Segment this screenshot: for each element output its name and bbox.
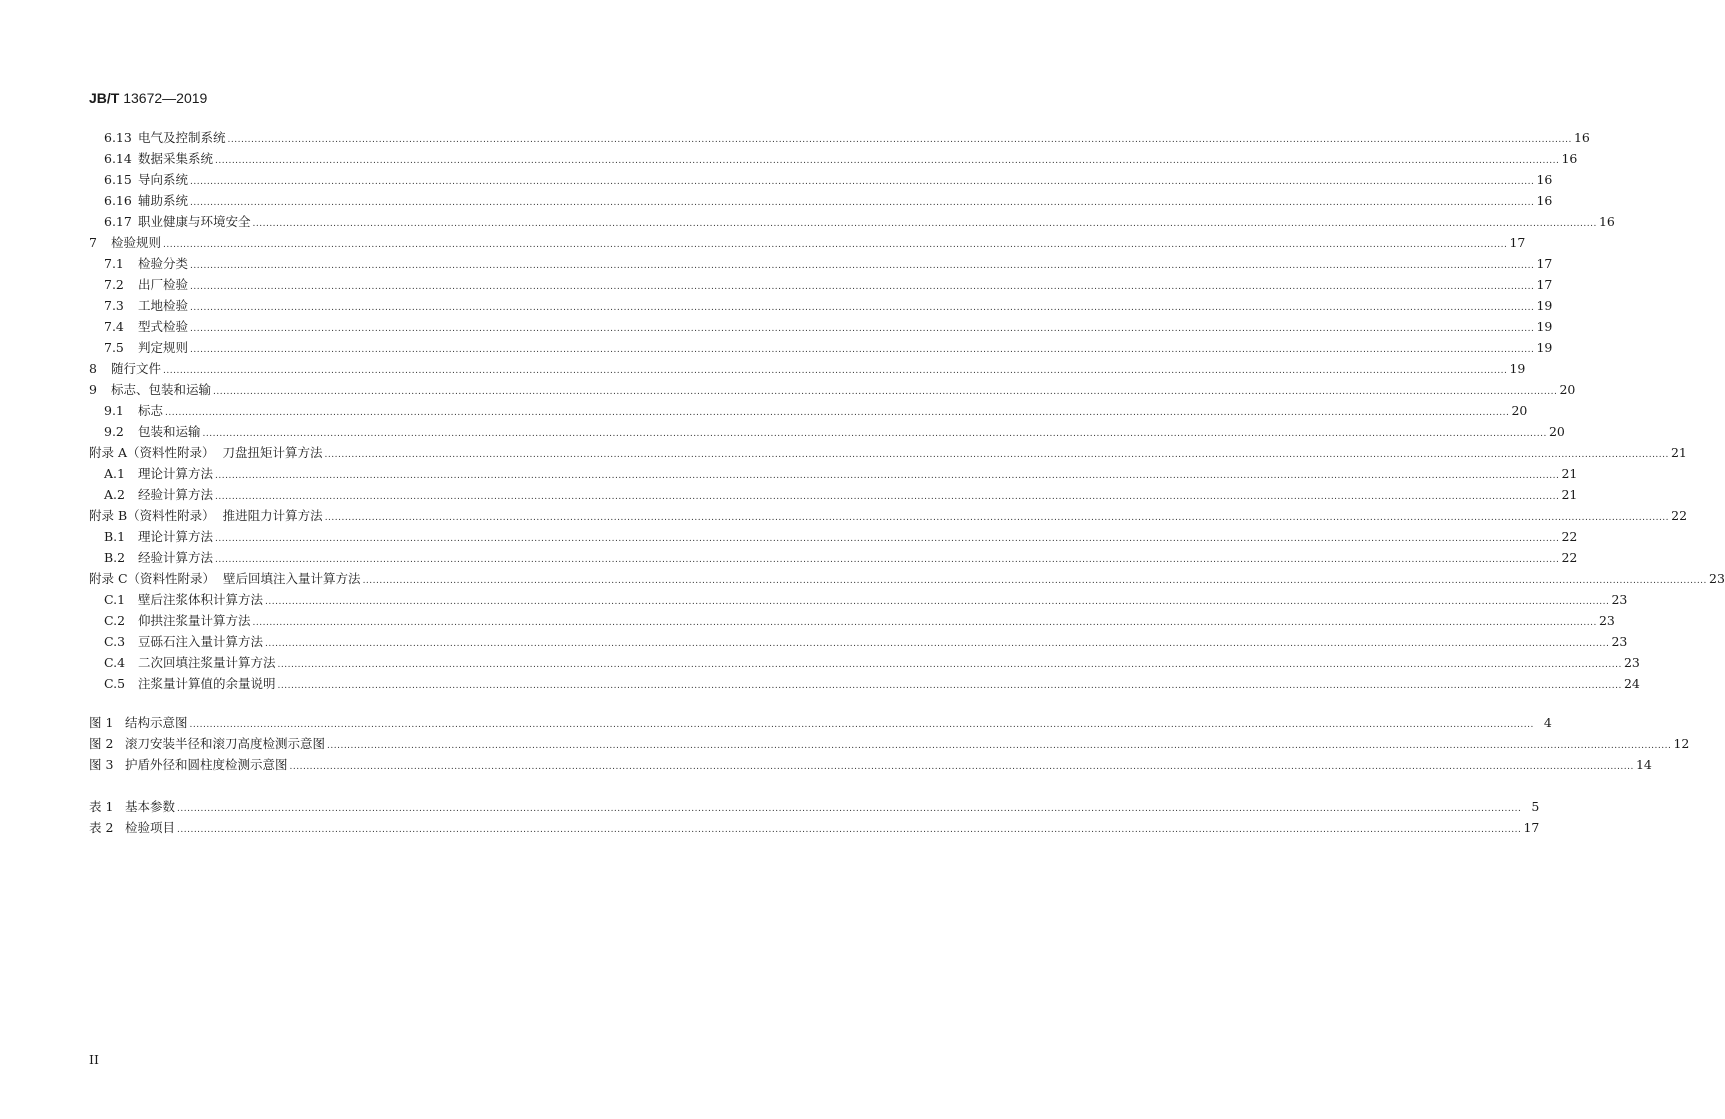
toc-entry-title: 豆砾石注入量计算方法 — [138, 634, 264, 649]
toc-section-entry[interactable] — [104, 464, 1578, 484]
dot-leader: ................................................................................................................................................................................................................................................................................................................................................................................................................ — [215, 492, 1560, 502]
toc-entry-page: 16 — [1598, 214, 1615, 229]
toc-entry-page: 22 — [1671, 508, 1688, 523]
toc-section-entry[interactable] — [104, 191, 1553, 211]
dot-leader: ................................................................................................................................................................................................................................................................................................................................................................................................................ — [177, 825, 1522, 835]
dot-leader: ................................................................................................................................................................................................................................................................................................................................................................................................................ — [265, 597, 1610, 607]
toc-entry-title: 导向系统 — [138, 172, 189, 187]
standard-code-number: 13672—2019 — [123, 90, 208, 106]
toc-entry-title: 判定规则 — [138, 340, 189, 355]
toc-entry-number: 6.14 — [104, 151, 132, 166]
toc-section-entry[interactable] — [104, 128, 1590, 148]
toc-entry-page: 14 — [1635, 757, 1652, 772]
toc-entry-page: 19 — [1536, 340, 1553, 355]
dot-leader: ................................................................................................................................................................................................................................................................................................................................................................................................................ — [202, 429, 1547, 439]
toc-entry-title: 检验项目 — [125, 820, 176, 835]
toc-entry-page: 12 — [1673, 736, 1690, 751]
toc-entry-title: 推进阻力计算方法 — [222, 508, 323, 523]
dot-leader: ................................................................................................................................................................................................................................................................................................................................................................................................................ — [190, 177, 1535, 187]
toc-entry-title: 电气及控制系统 — [138, 130, 226, 145]
toc-entry-title: 刀盘扭矩计算方法 — [222, 445, 323, 460]
toc-entry-title: 型式检验 — [138, 319, 189, 334]
dot-leader: ................................................................................................................................................................................................................................................................................................................................................................................................................ — [163, 366, 1508, 376]
toc-appendix-entry[interactable] — [89, 443, 1687, 463]
toc-entry-number: C.4 — [104, 655, 126, 670]
toc-entry-number: 表 2 — [89, 820, 114, 835]
toc-section-entry[interactable] — [104, 632, 1628, 652]
toc-entry-number: 6.15 — [104, 172, 132, 187]
toc-section-entry[interactable] — [104, 338, 1553, 358]
dot-leader: ................................................................................................................................................................................................................................................................................................................................................................................................................ — [327, 741, 1672, 751]
toc-entry-number: B.2 — [104, 550, 126, 565]
toc-entry-page: 20 — [1559, 382, 1576, 397]
toc-entry-page: 16 — [1561, 151, 1578, 166]
dot-leader: ................................................................................................................................................................................................................................................................................................................................................................................................................ — [177, 804, 1522, 814]
dot-leader: ................................................................................................................................................................................................................................................................................................................................................................................................................ — [252, 618, 1597, 628]
figure-list-entry[interactable] — [89, 713, 1552, 733]
dot-leader: ................................................................................................................................................................................................................................................................................................................................................................................................................ — [213, 387, 1558, 397]
dot-leader: ................................................................................................................................................................................................................................................................................................................................................................................................................ — [215, 534, 1560, 544]
toc-entry-page: 17 — [1523, 820, 1540, 835]
dot-leader: ................................................................................................................................................................................................................................................................................................................................................................................................................ — [190, 324, 1535, 334]
toc-section-entry[interactable] — [104, 170, 1553, 190]
toc-entry-title: 经验计算方法 — [138, 487, 214, 502]
toc-chapter-entry[interactable] — [89, 380, 1576, 400]
toc-entry-title: 包装和运输 — [138, 424, 201, 439]
toc-entry-number: 7.4 — [104, 319, 124, 334]
toc-section-entry[interactable] — [104, 590, 1628, 610]
toc-entry-title: 注浆量计算值的余量说明 — [138, 676, 276, 691]
toc-entry-page: 24 — [1623, 676, 1640, 691]
toc-entry-number: 7 — [89, 235, 97, 250]
toc-entry-number: 6.13 — [104, 130, 132, 145]
toc-entry-number: 6.17 — [104, 214, 132, 229]
toc-entry-number: 6.16 — [104, 193, 132, 208]
toc-entry-page: 4 — [1543, 715, 1552, 730]
toc-section-entry[interactable] — [104, 212, 1615, 232]
toc-entry-title: 理论计算方法 — [138, 529, 214, 544]
dot-leader: ................................................................................................................................................................................................................................................................................................................................................................................................................ — [165, 408, 1510, 418]
toc-entry-number: C.2 — [104, 613, 126, 628]
dot-leader: ................................................................................................................................................................................................................................................................................................................................................................................................................ — [190, 345, 1535, 355]
toc-entry-page: 20 — [1548, 424, 1565, 439]
toc-section-entry[interactable] — [104, 422, 1565, 442]
toc-section-entry[interactable] — [104, 275, 1553, 295]
toc-entry-page: 21 — [1561, 487, 1578, 502]
toc-entry-title: 检验分类 — [138, 256, 189, 271]
toc-entry-number: A.2 — [104, 487, 125, 502]
toc-entry-title: 职业健康与环境安全 — [138, 214, 251, 229]
toc-entry-number: 7.2 — [104, 277, 124, 292]
toc-entry-title: 基本参数 — [125, 799, 176, 814]
toc-entry-number: 8 — [89, 361, 97, 376]
toc-entry-page: 21 — [1670, 445, 1687, 460]
toc-entry-title: 标志 — [138, 403, 164, 418]
toc-entry-page: 5 — [1531, 799, 1540, 814]
toc-entry-page: 17 — [1536, 277, 1553, 292]
toc-entry-number: C.5 — [104, 676, 126, 691]
toc-entry-title: 理论计算方法 — [138, 466, 214, 481]
toc-entry-page: 16 — [1573, 130, 1590, 145]
toc-entry-number: 附录 B（资料性附录） — [89, 508, 215, 523]
dot-leader: ................................................................................................................................................................................................................................................................................................................................................................................................................ — [362, 576, 1707, 586]
toc-entry-number: C.1 — [104, 592, 126, 607]
dot-leader: ................................................................................................................................................................................................................................................................................................................................................................................................................ — [227, 135, 1572, 145]
dot-leader: ................................................................................................................................................................................................................................................................................................................................................................................................................ — [189, 720, 1534, 730]
dot-leader: ................................................................................................................................................................................................................................................................................................................................................................................................................ — [163, 240, 1508, 250]
toc-section-entry[interactable] — [104, 401, 1528, 421]
toc-entry-title: 出厂检验 — [138, 277, 189, 292]
toc-section-entry[interactable] — [104, 548, 1578, 568]
toc-entry-title: 标志、包装和运输 — [111, 382, 212, 397]
toc-entry-title: 护盾外径和圆柱度检测示意图 — [125, 757, 288, 772]
toc-section-entry[interactable] — [104, 485, 1578, 505]
dot-leader: ................................................................................................................................................................................................................................................................................................................................................................................................................ — [252, 219, 1597, 229]
toc-entry-page: 17 — [1509, 235, 1526, 250]
toc-entry-page: 22 — [1561, 529, 1578, 544]
toc-entry-page: 20 — [1511, 403, 1528, 418]
toc-entry-number: C.3 — [104, 634, 126, 649]
standard-code-prefix: JB/T — [89, 90, 120, 106]
dot-leader: ................................................................................................................................................................................................................................................................................................................................................................................................................ — [324, 450, 1669, 460]
toc-section-entry[interactable] — [104, 674, 1640, 694]
toc-appendix-entry[interactable] — [89, 569, 1725, 589]
toc-entry-page: 22 — [1561, 550, 1578, 565]
toc-entry-number: 图 1 — [89, 715, 114, 730]
dot-leader: ................................................................................................................................................................................................................................................................................................................................................................................................................ — [277, 660, 1622, 670]
dot-leader: ................................................................................................................................................................................................................................................................................................................................................................................................................ — [289, 762, 1634, 772]
toc-entry-page: 23 — [1709, 571, 1725, 586]
toc-entry-number: A.1 — [104, 466, 125, 481]
toc-entry-page: 23 — [1623, 655, 1640, 670]
toc-entry-number: 9.2 — [104, 424, 124, 439]
standard-code — [89, 90, 207, 106]
toc-section-entry[interactable] — [104, 317, 1553, 337]
toc-entry-title: 壁后注浆体积计算方法 — [138, 592, 264, 607]
toc-entry-page: 19 — [1509, 361, 1526, 376]
dot-leader: ................................................................................................................................................................................................................................................................................................................................................................................................................ — [190, 198, 1535, 208]
toc-section-entry[interactable] — [104, 653, 1640, 673]
toc-entry-number: 附录 C（资料性附录） — [89, 571, 216, 586]
toc-entry-title: 数据采集系统 — [138, 151, 214, 166]
toc-section-entry[interactable] — [104, 254, 1553, 274]
toc-appendix-entry[interactable] — [89, 506, 1688, 526]
toc-section-entry[interactable] — [104, 296, 1553, 316]
toc-entry-title: 随行文件 — [111, 361, 162, 376]
toc-entry-number: 9.1 — [104, 403, 124, 418]
toc-chapter-entry[interactable] — [89, 233, 1526, 253]
toc-entry-title: 经验计算方法 — [138, 550, 214, 565]
toc-entry-title: 二次回填注浆量计算方法 — [138, 655, 276, 670]
toc-entry-page: 23 — [1611, 592, 1628, 607]
toc-entry-page: 16 — [1536, 172, 1553, 187]
toc-entry-page: 23 — [1611, 634, 1628, 649]
dot-leader: ................................................................................................................................................................................................................................................................................................................................................................................................................ — [215, 156, 1560, 166]
toc-entry-title: 检验规则 — [111, 235, 162, 250]
dot-leader: ................................................................................................................................................................................................................................................................................................................................................................................................................ — [265, 639, 1610, 649]
toc-section-entry[interactable] — [104, 611, 1615, 631]
toc-section-entry[interactable] — [104, 149, 1578, 169]
toc-entry-number: 表 1 — [89, 799, 114, 814]
toc-chapter-entry[interactable] — [89, 359, 1526, 379]
figure-list-entry[interactable] — [89, 734, 1690, 754]
toc-entry-page: 19 — [1536, 319, 1553, 334]
toc-entry-number: 图 2 — [89, 736, 114, 751]
dot-leader: ................................................................................................................................................................................................................................................................................................................................................................................................................ — [324, 513, 1670, 523]
dot-leader: ................................................................................................................................................................................................................................................................................................................................................................................................................ — [190, 261, 1535, 271]
dot-leader: ................................................................................................................................................................................................................................................................................................................................................................................................................ — [190, 303, 1535, 313]
dot-leader: ................................................................................................................................................................................................................................................................................................................................................................................................................ — [190, 282, 1535, 292]
toc-entry-title: 仰拱注浆量计算方法 — [138, 613, 251, 628]
page-number: II — [89, 1052, 99, 1067]
table-list-entry[interactable] — [89, 797, 1540, 817]
toc-entry-number: 7.1 — [104, 256, 124, 271]
dot-leader: ................................................................................................................................................................................................................................................................................................................................................................................................................ — [277, 681, 1622, 691]
toc-entry-title: 壁后回填注入量计算方法 — [223, 571, 361, 586]
toc-entry-number: B.1 — [104, 529, 126, 544]
toc-entry-title: 滚刀安装半径和滚刀高度检测示意图 — [125, 736, 326, 751]
toc-entry-number: 附录 A（资料性附录） — [89, 445, 215, 460]
toc-entry-title: 辅助系统 — [138, 193, 189, 208]
toc-entry-page: 23 — [1598, 613, 1615, 628]
toc-section-entry[interactable] — [104, 527, 1578, 547]
toc-entry-page: 19 — [1536, 298, 1553, 313]
toc-entry-page: 17 — [1536, 256, 1553, 271]
toc-entry-title: 结构示意图 — [125, 715, 188, 730]
toc-entry-title: 工地检验 — [138, 298, 189, 313]
toc-entry-page: 16 — [1536, 193, 1553, 208]
toc-entry-number: 7.3 — [104, 298, 124, 313]
toc-entry-page: 21 — [1561, 466, 1578, 481]
figure-list-entry[interactable] — [89, 755, 1652, 775]
toc-entry-number: 9 — [89, 382, 97, 397]
table-list-entry[interactable] — [89, 818, 1540, 838]
toc-entry-number: 图 3 — [89, 757, 114, 772]
dot-leader: ................................................................................................................................................................................................................................................................................................................................................................................................................ — [215, 471, 1560, 481]
toc-entry-number: 7.5 — [104, 340, 124, 355]
dot-leader: ................................................................................................................................................................................................................................................................................................................................................................................................................ — [215, 555, 1560, 565]
